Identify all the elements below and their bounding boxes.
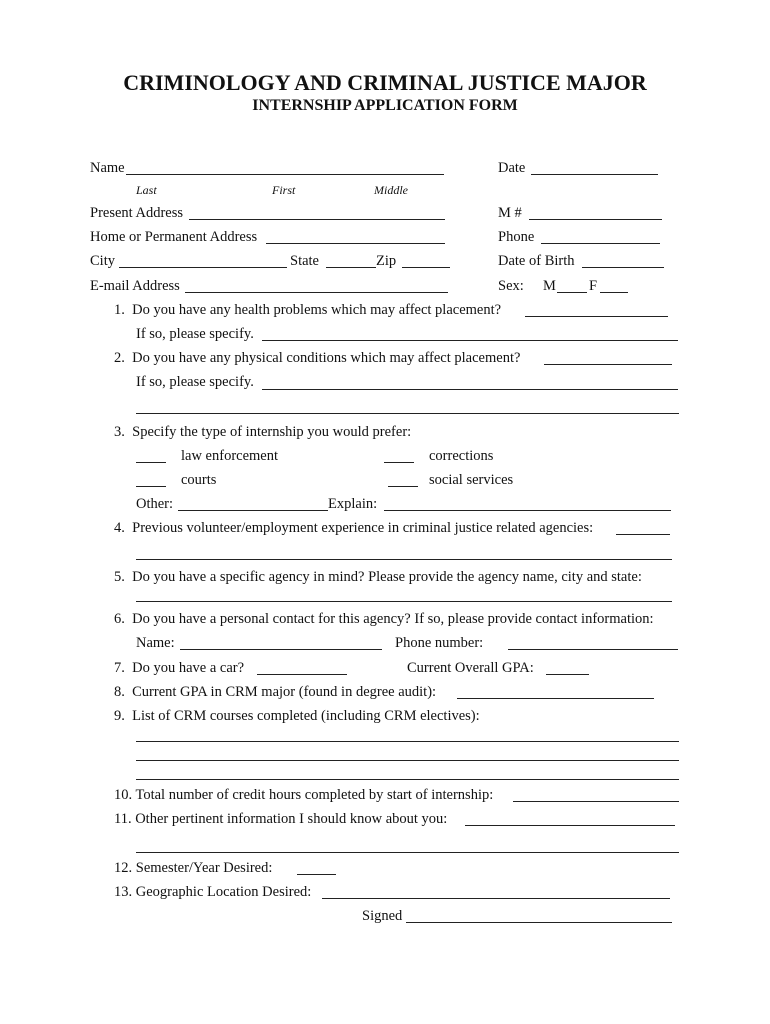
home-address-field[interactable] [266, 243, 445, 244]
name-field[interactable] [126, 174, 444, 175]
question-2: 2. Do you have any physical conditions which may affect placement? [114, 350, 521, 366]
q4-answer-field-line-2[interactable] [136, 559, 672, 560]
other-field[interactable] [178, 510, 328, 511]
question-3: 3. Specify the type of internship you would prefer: [114, 424, 412, 440]
sex-f-field[interactable] [600, 292, 628, 293]
home-address-label: Home or Permanent Address [90, 229, 258, 245]
question-9: 9. List of CRM courses completed (including CRM electives): [114, 708, 480, 724]
corrections-label: corrections [429, 448, 494, 464]
crm-courses-field-line-1[interactable] [136, 741, 679, 742]
email-field[interactable] [185, 292, 448, 293]
question-6: 6. Do you have a personal contact for this agency? If so, please provide contact information: [114, 611, 654, 627]
zip-label: Zip [376, 253, 397, 269]
dob-field[interactable] [582, 267, 664, 268]
q5-answer-field[interactable] [136, 601, 672, 602]
date-field[interactable] [531, 174, 658, 175]
courts-label: courts [181, 472, 217, 488]
state-label: State [290, 253, 319, 269]
dob-label: Date of Birth [498, 253, 575, 269]
corrections-blank[interactable] [384, 462, 414, 463]
phone-label: Phone [498, 229, 535, 245]
social-services-blank[interactable] [388, 486, 418, 487]
q1-answer-field[interactable] [525, 316, 668, 317]
sex-f-label: F [589, 278, 598, 294]
question-10: 10. Total number of credit hours completed by start of internship: [114, 787, 494, 803]
question-7: 7. Do you have a car? [114, 660, 245, 676]
social-services-label: social services [429, 472, 514, 488]
question-1: 1. Do you have any health problems which may affect placement? [114, 302, 502, 318]
email-label: E-mail Address [90, 278, 180, 294]
question-4: 4. Previous volunteer/employment experience in criminal justice related agencies: [114, 520, 594, 536]
law-enforcement-blank[interactable] [136, 462, 166, 463]
m-number-field[interactable] [529, 219, 662, 220]
overall-gpa-field[interactable] [546, 674, 589, 675]
signature-field[interactable] [406, 922, 672, 923]
sex-m-label: M [543, 278, 556, 294]
date-label: Date [498, 160, 526, 176]
sex-m-field[interactable] [557, 292, 587, 293]
contact-name-field[interactable] [180, 649, 382, 650]
explain-field[interactable] [384, 510, 671, 511]
form-title: CRIMINOLOGY AND CRIMINAL JUSTICE MAJOR [123, 70, 647, 95]
law-enforcement-label: law enforcement [181, 448, 279, 464]
q2-specify-label: If so, please specify. [136, 374, 254, 390]
explain-label: Explain: [328, 496, 378, 512]
form-subtitle: INTERNSHIP APPLICATION FORM [252, 97, 518, 114]
name-last-caption: Last [136, 183, 157, 197]
car-field[interactable] [257, 674, 347, 675]
semester-year-field[interactable] [297, 874, 336, 875]
name-middle-caption: Middle [374, 183, 408, 197]
other-info-field[interactable] [465, 825, 675, 826]
q2-specify-field-line-2[interactable] [136, 413, 679, 414]
crm-courses-field-line-3[interactable] [136, 779, 679, 780]
q2-answer-field[interactable] [544, 364, 672, 365]
contact-phone-field[interactable] [508, 649, 678, 650]
present-address-field[interactable] [189, 219, 445, 220]
name-first-caption: First [272, 183, 296, 197]
crm-gpa-field[interactable] [457, 698, 654, 699]
present-address-label: Present Address [90, 205, 184, 221]
phone-field[interactable] [541, 243, 660, 244]
question-13: 13. Geographic Location Desired: [114, 884, 312, 900]
m-number-label: M # [498, 205, 522, 221]
q2-specify-field[interactable] [262, 389, 678, 390]
q1-specify-label: If so, please specify. [136, 326, 254, 342]
question-8: 8. Current GPA in CRM major (found in degree audit): [114, 684, 437, 700]
question-12: 12. Semester/Year Desired: [114, 860, 273, 876]
state-field[interactable] [326, 267, 376, 268]
geographic-location-field[interactable] [322, 898, 670, 899]
courts-blank[interactable] [136, 486, 166, 487]
credit-hours-field[interactable] [513, 801, 679, 802]
sex-label: Sex: [498, 278, 524, 294]
q1-specify-field[interactable] [262, 340, 678, 341]
signed-label: Signed [362, 908, 403, 924]
question-5: 5. Do you have a specific agency in mind? Please provide the agency name, city and state: [114, 569, 642, 585]
crm-courses-field-line-2[interactable] [136, 760, 679, 761]
zip-field[interactable] [402, 267, 450, 268]
q4-answer-field[interactable] [616, 534, 670, 535]
name-label: Name [90, 160, 125, 176]
city-field[interactable] [119, 267, 287, 268]
city-label: City [90, 253, 115, 269]
contact-name-label: Name: [136, 635, 175, 651]
overall-gpa-label: Current Overall GPA: [407, 660, 534, 676]
contact-phone-label: Phone number: [395, 635, 484, 651]
question-11: 11. Other pertinent information I should know about you: [114, 811, 448, 827]
other-label: Other: [136, 496, 174, 512]
other-info-field-line-2[interactable] [136, 852, 679, 853]
